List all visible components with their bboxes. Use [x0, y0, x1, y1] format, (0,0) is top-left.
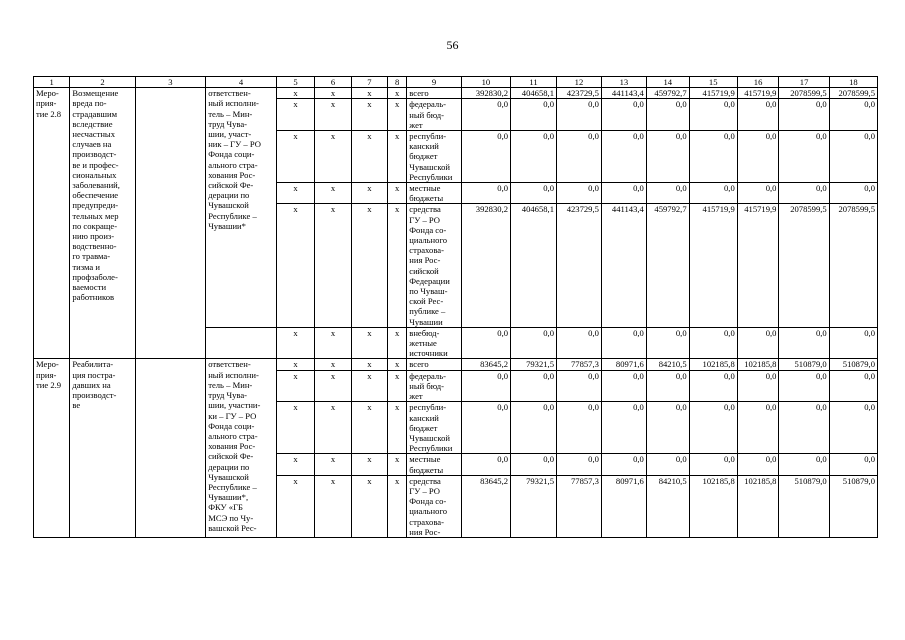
measure-executor-line: ный исполни-: [208, 98, 259, 109]
funding-source-line: бюджет: [409, 422, 438, 433]
funding-source: [407, 131, 462, 183]
funding-source-line: страхова-: [409, 245, 444, 256]
funding-source-line: Республики: [409, 171, 453, 182]
value-cell: 0,0: [557, 183, 602, 204]
code-mark: x: [315, 183, 351, 204]
funding-source: [407, 327, 462, 359]
funding-source-line: республи-: [409, 131, 447, 142]
value-cell: 84210,5: [646, 359, 689, 370]
value-cell: 510879,0: [829, 475, 877, 537]
value-cell: 459792,7: [646, 88, 689, 99]
page-number: 56: [446, 38, 459, 52]
code-mark: x: [276, 454, 315, 475]
value-cell: 0,0: [511, 327, 557, 359]
column-header: 17: [779, 77, 829, 88]
value-cell: 423729,5: [557, 88, 602, 99]
value-cell: 0,0: [461, 131, 510, 183]
code-mark: x: [315, 402, 351, 454]
code-mark: x: [351, 88, 387, 99]
empty-cell: [135, 359, 206, 537]
value-cell: 2078599,5: [829, 88, 877, 99]
measure-executor-line: ответствен-: [208, 359, 251, 370]
code-mark: x: [276, 327, 315, 359]
funding-source-line: республи-: [409, 402, 447, 413]
value-cell: 0,0: [557, 327, 602, 359]
value-cell: 0,0: [737, 327, 779, 359]
funding-source-line: всего: [409, 359, 429, 370]
funding-source: [407, 475, 462, 537]
code-mark: x: [276, 99, 315, 131]
value-cell: 0,0: [737, 99, 779, 131]
measure-executor-line: ФКУ «ГБ: [208, 502, 243, 513]
value-cell: 0,0: [737, 183, 779, 204]
code-mark: x: [388, 475, 407, 537]
measure-executor-line: сийской Фе-: [208, 180, 254, 191]
value-cell: 0,0: [557, 402, 602, 454]
column-header: 2: [70, 77, 135, 88]
measure-name-line: го травма-: [72, 251, 111, 262]
measure-name-line: тельных мер: [72, 210, 119, 221]
code-mark: x: [315, 475, 351, 537]
measure-executor-line: тель – Мин-: [208, 108, 253, 119]
funding-source-line: Республики: [409, 443, 453, 454]
value-cell: 0,0: [779, 402, 829, 454]
column-header: 16: [737, 77, 779, 88]
code-mark: x: [351, 402, 387, 454]
measure-name-line: нию произ-: [72, 231, 115, 242]
funding-source-line: бюджет: [409, 151, 438, 162]
code-mark: x: [351, 183, 387, 204]
value-cell: 0,0: [646, 131, 689, 183]
measure-name-line: Возмещение: [72, 88, 119, 99]
code-mark: x: [276, 475, 315, 537]
funding-source-line: бюджеты: [409, 193, 444, 204]
measure-id-line: прия-: [36, 98, 57, 109]
measure-name-line: ция постра-: [72, 369, 116, 380]
measure-executor-line: ный исполни-: [208, 369, 259, 380]
value-cell: 423729,5: [557, 204, 602, 327]
value-cell: 0,0: [601, 183, 646, 204]
value-cell: 0,0: [689, 454, 737, 475]
value-cell: 404658,1: [511, 88, 557, 99]
value-cell: 0,0: [557, 99, 602, 131]
value-cell: 0,0: [737, 454, 779, 475]
value-cell: 0,0: [511, 402, 557, 454]
funding-source: [407, 454, 462, 475]
value-cell: 79321,5: [511, 475, 557, 537]
measure-name-line: предупреди-: [72, 200, 119, 211]
funding-source-line: внебюд-: [409, 327, 440, 338]
measure-name-line: несчастных: [72, 129, 116, 140]
measure-executor-line: труд Чува-: [208, 118, 248, 129]
code-mark: x: [315, 99, 351, 131]
code-mark: x: [388, 99, 407, 131]
funding-source-line: жет: [409, 119, 423, 130]
funding-source-line: жет: [409, 391, 423, 402]
measure-executor-line: дерации по: [208, 461, 250, 472]
column-header: 6: [315, 77, 351, 88]
funding-source-line: ГУ – РО: [409, 214, 441, 225]
funding-source: [407, 88, 462, 99]
measure-name-line: Реабилита-: [72, 359, 114, 370]
value-cell: 0,0: [779, 99, 829, 131]
code-mark: x: [276, 88, 315, 99]
value-cell: 0,0: [461, 402, 510, 454]
value-cell: 0,0: [829, 183, 877, 204]
value-cell: 0,0: [461, 454, 510, 475]
measure-id-line: Меро-: [36, 88, 59, 99]
value-cell: 0,0: [646, 402, 689, 454]
code-mark: x: [351, 359, 387, 370]
funding-source-line: циального: [409, 235, 448, 246]
value-cell: 0,0: [461, 183, 510, 204]
funding-source-line: жетные: [409, 338, 437, 349]
value-cell: 0,0: [737, 402, 779, 454]
column-header: 3: [135, 77, 206, 88]
column-header: 15: [689, 77, 737, 88]
measure-executor-line: Чувашской: [208, 200, 249, 211]
measure-executor-line: сийской Фе-: [208, 451, 254, 462]
value-cell: 0,0: [511, 131, 557, 183]
funding-source-line: Фонда со-: [409, 224, 447, 235]
value-cell: 415719,9: [689, 88, 737, 99]
measure-executor-line: ального стра-: [208, 159, 258, 170]
column-header: 11: [511, 77, 557, 88]
funding-source-line: циального: [409, 506, 448, 517]
measure-executor-line: ки – ГУ – РО: [208, 410, 257, 421]
value-cell: 102185,8: [737, 475, 779, 537]
measure-name-line: тизма и: [72, 261, 100, 272]
value-cell: 0,0: [601, 131, 646, 183]
measure-name-line: ве: [72, 400, 81, 411]
measure-executor-line: шии, участ-: [208, 129, 252, 140]
code-mark: x: [351, 327, 387, 359]
value-cell: 0,0: [737, 370, 779, 402]
value-cell: 102185,8: [737, 359, 779, 370]
measure-name-line: водственно-: [72, 241, 117, 252]
value-cell: 0,0: [601, 327, 646, 359]
funding-source-line: местные: [409, 183, 441, 194]
funding-source-line: Чувашии: [409, 316, 443, 327]
value-cell: 2078599,5: [779, 88, 829, 99]
measure-executor-line: ник – ГУ – РО: [208, 139, 261, 150]
funding-source-line: Фонда со-: [409, 496, 447, 507]
column-header: 12: [557, 77, 602, 88]
code-mark: x: [315, 204, 351, 327]
value-cell: 0,0: [779, 131, 829, 183]
column-header: 14: [646, 77, 689, 88]
value-cell: 392830,2: [461, 88, 510, 99]
code-mark: x: [388, 327, 407, 359]
value-cell: 0,0: [557, 131, 602, 183]
column-header: 8: [388, 77, 407, 88]
value-cell: 0,0: [689, 327, 737, 359]
value-cell: 0,0: [601, 454, 646, 475]
value-cell: 0,0: [646, 454, 689, 475]
funding-source-line: ный бюд-: [409, 109, 444, 120]
value-cell: 83645,2: [461, 475, 510, 537]
measure-name-line: заболеваний,: [72, 180, 120, 191]
measure-name-line: ве и профес-: [72, 159, 119, 170]
value-cell: 0,0: [737, 131, 779, 183]
measure-name-line: давших на: [72, 379, 111, 390]
funding-source-line: канский: [409, 141, 439, 152]
measure-executor-line: ответствен-: [208, 88, 251, 99]
column-header: 7: [351, 77, 387, 88]
value-cell: 0,0: [829, 402, 877, 454]
value-cell: 441143,4: [601, 204, 646, 327]
measure-executor-line: шии, участни-: [208, 400, 261, 411]
value-cell: 0,0: [646, 327, 689, 359]
value-cell: 2078599,5: [829, 204, 877, 327]
code-mark: x: [315, 131, 351, 183]
value-cell: 404658,1: [511, 204, 557, 327]
measure-executor-line: тель – Мин-: [208, 379, 253, 390]
value-cell: 0,0: [461, 370, 510, 402]
code-mark: x: [276, 359, 315, 370]
value-cell: 0,0: [689, 402, 737, 454]
funding-source-line: федераль-: [409, 370, 446, 381]
value-cell: 459792,7: [646, 204, 689, 327]
funding-source-line: страхова-: [409, 516, 444, 527]
value-cell: 0,0: [511, 370, 557, 402]
value-cell: 0,0: [646, 370, 689, 402]
value-cell: 415719,9: [737, 88, 779, 99]
measure-name: [70, 359, 135, 537]
value-cell: 0,0: [461, 99, 510, 131]
code-mark: x: [388, 454, 407, 475]
funding-source-line: Чувашской: [409, 432, 450, 443]
value-cell: 0,0: [829, 454, 877, 475]
budget-table: [33, 76, 878, 538]
funding-source-line: ный бюд-: [409, 380, 444, 391]
funding-source-line: Чувашской: [409, 161, 450, 172]
table-row: [34, 88, 878, 99]
measure-executor-line: ального стра-: [208, 430, 258, 441]
code-mark: x: [315, 359, 351, 370]
value-cell: 0,0: [779, 454, 829, 475]
measure-id-line: прия-: [36, 369, 57, 380]
measure-name-line: производст-: [72, 390, 117, 401]
funding-source-line: местные: [409, 454, 441, 465]
code-mark: x: [388, 88, 407, 99]
measure-name-line: обеспечение: [72, 190, 119, 201]
measure-name-line: страдавшим: [72, 108, 118, 119]
measure-name-line: по сокраще-: [72, 220, 118, 231]
column-header: 1: [34, 77, 70, 88]
funding-source-line: средства: [409, 204, 441, 215]
value-cell: 0,0: [689, 370, 737, 402]
measure-executor-line: Республике –: [208, 210, 257, 221]
column-header: 9: [407, 77, 462, 88]
value-cell: 0,0: [601, 402, 646, 454]
value-cell: 0,0: [461, 327, 510, 359]
value-cell: 0,0: [829, 327, 877, 359]
measure-name-line: случаев на: [72, 139, 112, 150]
value-cell: 0,0: [601, 370, 646, 402]
funding-source-line: ния Рос-: [409, 526, 441, 537]
code-mark: x: [276, 370, 315, 402]
code-mark: x: [276, 402, 315, 454]
funding-source-line: ГУ – РО: [409, 485, 441, 496]
value-cell: 392830,2: [461, 204, 510, 327]
code-mark: x: [315, 327, 351, 359]
measure-executor-line: Чувашской: [208, 471, 249, 482]
table-body: [34, 77, 878, 538]
measure-executor-line: Фонда соци-: [208, 149, 255, 160]
measure-executor: [206, 359, 277, 537]
code-mark: x: [388, 204, 407, 327]
funding-source-line: средства: [409, 475, 441, 486]
value-cell: 510879,0: [829, 359, 877, 370]
measure-name-line: производст-: [72, 149, 117, 160]
funding-source: [407, 99, 462, 131]
code-mark: x: [315, 454, 351, 475]
funding-source: [407, 370, 462, 402]
column-header: 10: [461, 77, 510, 88]
value-cell: 0,0: [829, 131, 877, 183]
measure-executor-line: вашской Рес-: [208, 522, 257, 533]
funding-source-line: Федерации: [409, 275, 450, 286]
measure-name-line: вследствие: [72, 118, 113, 129]
funding-source: [407, 204, 462, 327]
measure-executor-line: Республике –: [208, 481, 257, 492]
code-mark: x: [388, 131, 407, 183]
value-cell: 80971,6: [601, 475, 646, 537]
value-cell: 0,0: [557, 454, 602, 475]
funding-source-line: источники: [409, 348, 448, 359]
value-cell: 102185,8: [689, 359, 737, 370]
code-mark: x: [315, 370, 351, 402]
value-cell: 0,0: [779, 183, 829, 204]
measure-id-line: Меро-: [36, 359, 59, 370]
code-mark: x: [388, 359, 407, 370]
measure-name-line: сиональных: [72, 169, 117, 180]
value-cell: 0,0: [829, 370, 877, 402]
value-cell: 79321,5: [511, 359, 557, 370]
measure-executor-line: дерации по: [208, 190, 250, 201]
measure-name-line: профзаболе-: [72, 271, 118, 282]
value-cell: 510879,0: [779, 359, 829, 370]
measure-name-line: ваемости: [72, 282, 107, 293]
code-mark: x: [351, 204, 387, 327]
value-cell: 77857,3: [557, 475, 602, 537]
empty-cell: [135, 88, 206, 359]
value-cell: 84210,5: [646, 475, 689, 537]
measure-executor-line: труд Чува-: [208, 390, 248, 401]
value-cell: 0,0: [779, 327, 829, 359]
funding-source: [407, 402, 462, 454]
column-header: 4: [206, 77, 277, 88]
code-mark: x: [276, 131, 315, 183]
code-mark: x: [351, 131, 387, 183]
measure-id: [34, 359, 70, 537]
code-mark: x: [351, 475, 387, 537]
code-mark: x: [388, 183, 407, 204]
funding-source-line: ской Рес-: [409, 296, 444, 307]
funding-source: [407, 359, 462, 370]
measure-executor-line: хования Рос-: [208, 169, 256, 180]
measure-name: [70, 88, 135, 359]
value-cell: 510879,0: [779, 475, 829, 537]
value-cell: 441143,4: [601, 88, 646, 99]
value-cell: 0,0: [689, 131, 737, 183]
funding-source-line: канский: [409, 412, 439, 423]
code-mark: x: [388, 402, 407, 454]
value-cell: 80971,6: [601, 359, 646, 370]
measure-id: [34, 88, 70, 359]
empty-cell: [206, 327, 277, 359]
table-row: [34, 359, 878, 370]
value-cell: 415719,9: [689, 204, 737, 327]
value-cell: 77857,3: [557, 359, 602, 370]
value-cell: 2078599,5: [779, 204, 829, 327]
code-mark: x: [388, 370, 407, 402]
code-mark: x: [276, 183, 315, 204]
measure-id-line: тие 2.8: [36, 108, 62, 119]
measure-executor-line: МСЭ по Чу-: [208, 512, 254, 523]
code-mark: x: [276, 204, 315, 327]
code-mark: x: [351, 99, 387, 131]
funding-source-line: федераль-: [409, 99, 446, 110]
value-cell: 0,0: [557, 370, 602, 402]
code-mark: x: [351, 370, 387, 402]
column-header: 18: [829, 77, 877, 88]
column-header-row: [34, 77, 878, 88]
value-cell: 102185,8: [689, 475, 737, 537]
measure-executor-line: Фонда соци-: [208, 420, 255, 431]
value-cell: 415719,9: [737, 204, 779, 327]
value-cell: 0,0: [689, 99, 737, 131]
funding-source-line: публике –: [409, 306, 446, 317]
measure-executor-line: хования Рос-: [208, 441, 256, 452]
value-cell: 0,0: [601, 99, 646, 131]
column-header: 5: [276, 77, 315, 88]
value-cell: 0,0: [646, 183, 689, 204]
measure-executor-line: Чувашии*,: [208, 492, 249, 503]
value-cell: 0,0: [511, 454, 557, 475]
funding-source: [407, 183, 462, 204]
funding-source-line: всего: [409, 88, 429, 99]
value-cell: 83645,2: [461, 359, 510, 370]
column-header: 13: [601, 77, 646, 88]
measure-executor: [206, 88, 277, 328]
value-cell: 0,0: [779, 370, 829, 402]
value-cell: 0,0: [646, 99, 689, 131]
measure-name-line: вреда по-: [72, 98, 107, 109]
funding-source-line: сийской: [409, 265, 439, 276]
measure-name-line: работников: [72, 292, 115, 303]
measure-executor-line: Чувашии*: [208, 220, 246, 231]
funding-source-line: ния Рос-: [409, 255, 441, 266]
value-cell: 0,0: [829, 99, 877, 131]
funding-source-line: по Чуваш-: [409, 286, 448, 297]
value-cell: 0,0: [511, 99, 557, 131]
measure-id-line: тие 2.9: [36, 379, 62, 390]
funding-source-line: бюджеты: [409, 464, 444, 475]
code-mark: x: [351, 454, 387, 475]
code-mark: x: [315, 88, 351, 99]
value-cell: 0,0: [689, 183, 737, 204]
value-cell: 0,0: [511, 183, 557, 204]
